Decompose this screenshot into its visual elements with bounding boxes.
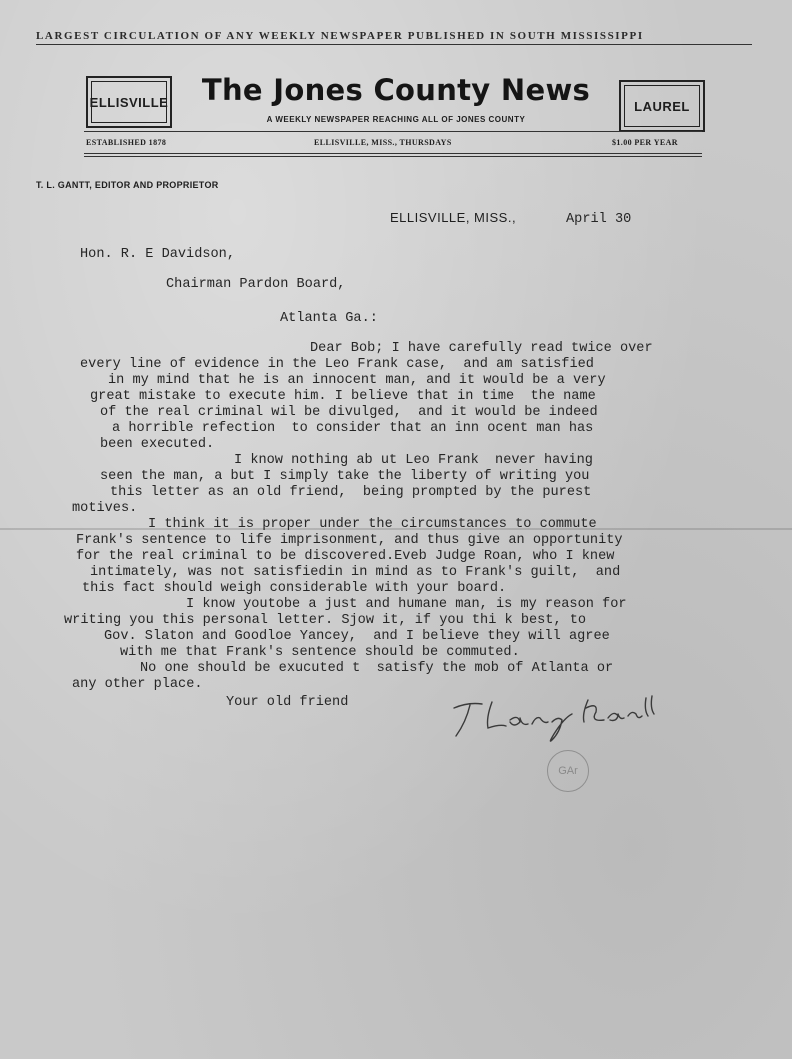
recipient-city: Atlanta Ga.:	[280, 311, 378, 326]
recipient-name: Hon. R. E Davidson,	[80, 247, 235, 262]
newspaper-title: The Jones County News	[201, 73, 591, 107]
letter-line: Frank's sentence to life imprisonment, and thus give an opportunity	[76, 533, 623, 548]
editor-line: T. L. GANTT, EDITOR AND PROPRIETOR	[36, 180, 219, 190]
masthead-rule-bottom	[84, 153, 702, 154]
price-label: $1.00 PER YEAR	[612, 138, 678, 147]
laurel-label: LAUREL	[624, 85, 700, 127]
letter-line: I know youtobe a just and humane man, is my reason for	[186, 597, 627, 612]
letter-line: Gov. Slaton and Goodloe Yancey, and I believe they will agree	[104, 629, 610, 644]
newspaper-subtitle: A WEEKLY NEWSPAPER REACHING ALL OF JONES COUNTY	[266, 115, 526, 124]
letter-date: April 30	[566, 212, 632, 227]
letter-line: any other place.	[72, 677, 203, 692]
letter-line: been executed.	[100, 437, 215, 452]
location-label: ELLISVILLE, MISS., THURSDAYS	[314, 138, 452, 147]
letter-line: writing you this personal letter. Sjow it, if you thi k best, to	[64, 613, 587, 628]
letter-line: Dear Bob; I have carefully read twice over	[310, 341, 653, 356]
ellisville-label: ELLISVILLE	[91, 81, 167, 123]
signature-image	[448, 688, 678, 748]
established-label: ESTABLISHED 1878	[86, 138, 167, 147]
recipient-title: Chairman Pardon Board,	[166, 277, 346, 292]
masthead-rule-top	[84, 131, 702, 132]
masthead-rule-bottom-2	[84, 156, 702, 157]
letter-line: intimately, was not satisfiedin in mind as to Frank's guilt, and	[90, 565, 621, 580]
letter-line: No one should be exucuted t satisfy the mob of Atlanta or	[140, 661, 614, 676]
ellisville-box	[86, 76, 172, 128]
letter-line: seen the man, a but I simply take the liberty of writing you	[100, 469, 590, 484]
letter-line: a horrible refection to consider that an inn ocent man has	[112, 421, 594, 436]
letter-line: every line of evidence in the Leo Frank case, and am satisfied	[80, 357, 594, 372]
letter-line: I know nothing ab ut Leo Frank never having	[234, 453, 593, 468]
place-line: ELLISVILLE, MISS.,	[390, 210, 517, 225]
letter-line: motives.	[72, 501, 138, 516]
archive-stamp: GAr	[547, 750, 589, 792]
letter-line: I think it is proper under the circumstances to commute	[148, 517, 597, 532]
letter-closing: Your old friend	[226, 695, 349, 710]
letter-line: with me that Frank's sentence should be commuted.	[120, 645, 520, 660]
letter-line: for the real criminal to be discovered.Eveb Judge Roan, who I knew	[76, 549, 615, 564]
letter-line: of the real criminal wil be divulged, and it would be indeed	[100, 405, 598, 420]
letter-line: in my mind that he is an innocent man, and it would be a very	[108, 373, 606, 388]
circulation-banner: LARGEST CIRCULATION OF ANY WEEKLY NEWSPAPER PUBLISHED IN SOUTH MISSISSIPPI	[36, 30, 752, 45]
letter-line: this letter as an old friend, being prompted by the purest	[110, 485, 592, 500]
laurel-box	[619, 80, 705, 132]
letter-line: this fact should weigh considerable with your board.	[82, 581, 507, 596]
letter-line: great mistake to execute him. I believe that in time the name	[90, 389, 596, 404]
